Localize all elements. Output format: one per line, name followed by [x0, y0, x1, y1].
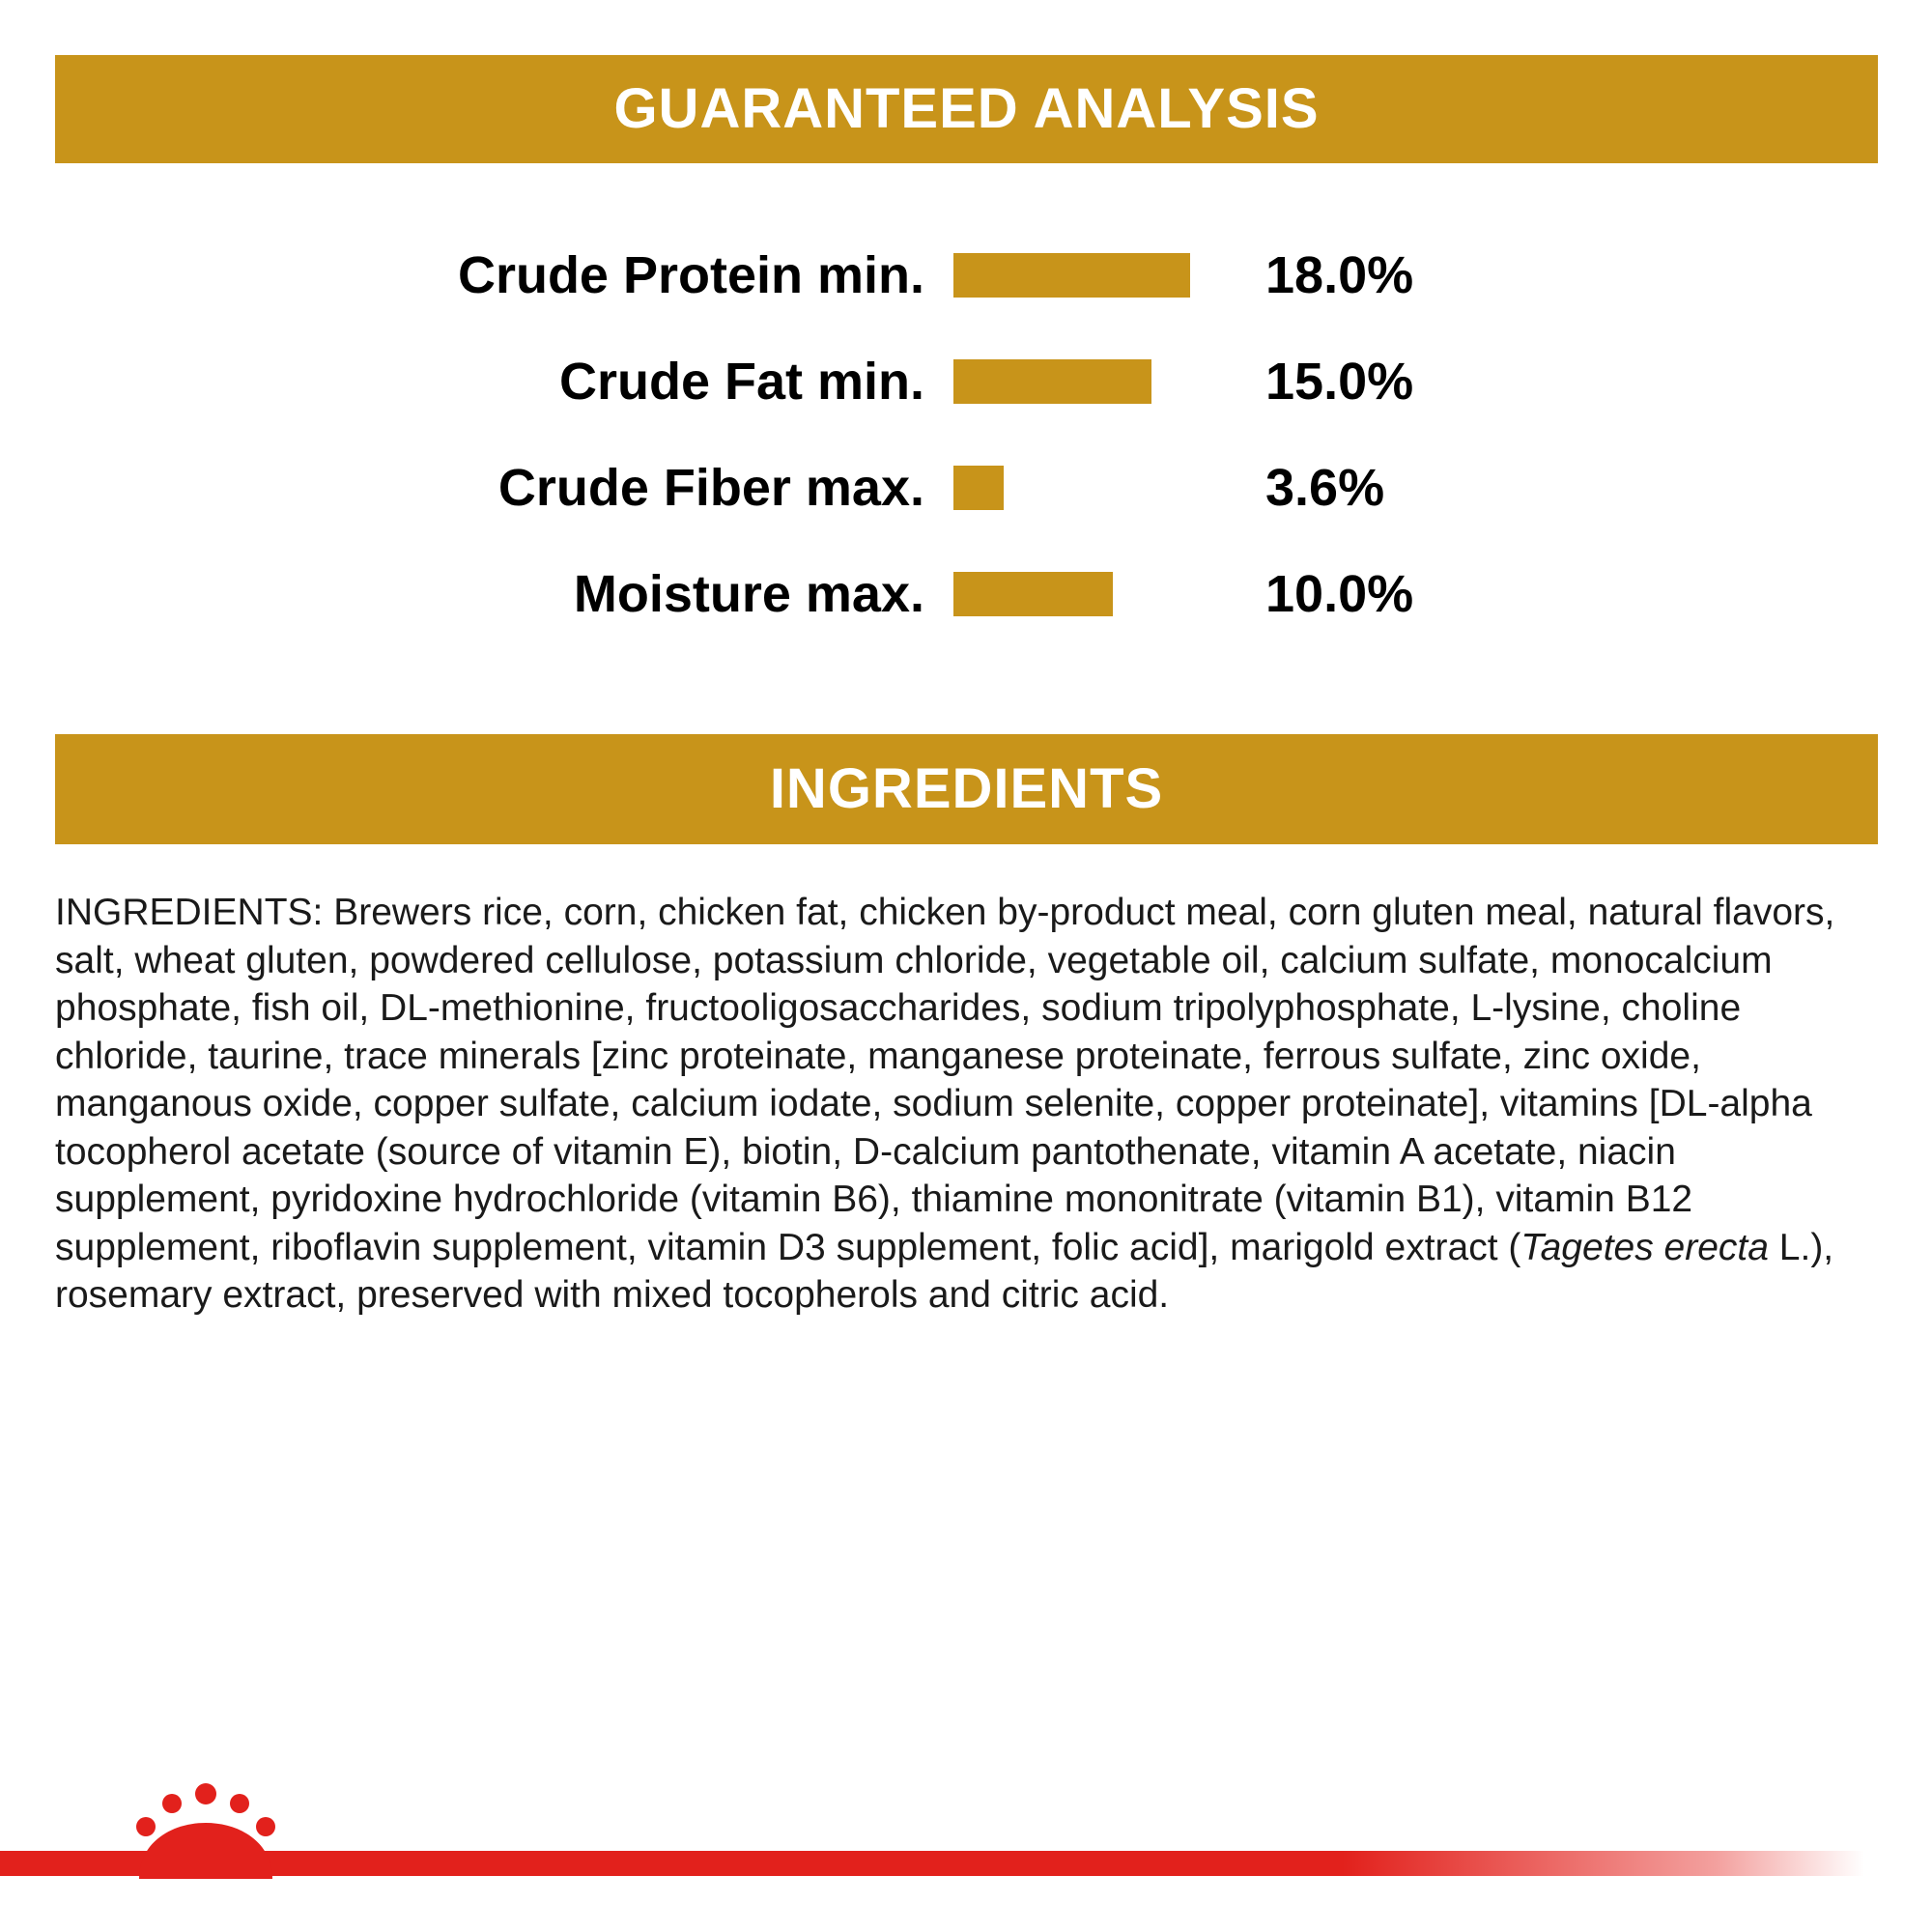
nutrient-bar [953, 359, 1248, 404]
guaranteed-analysis-header [55, 55, 1878, 163]
brand-stripe [0, 1851, 1864, 1876]
guaranteed-analysis-title: GUARANTEED ANALYSIS [613, 77, 1320, 140]
nutrient-value: 18.0% [1265, 246, 1414, 304]
nutrient-bar-fill [953, 253, 1190, 298]
nutrient-value: 3.6% [1265, 459, 1385, 517]
nutrient-value: 15.0% [1265, 353, 1414, 411]
royal-canin-crown-icon [133, 1782, 278, 1884]
nutrient-bar [953, 253, 1248, 298]
table-row [55, 435, 1649, 541]
nutrient-bar-fill [953, 466, 1004, 510]
brand-footer [0, 1777, 1932, 1932]
nutrient-bar [953, 466, 1248, 510]
nutrient-bar [953, 572, 1248, 616]
ingredients-text-part1: INGREDIENTS: Brewers rice, corn, chicken fat, chicken by-product meal, corn gluten meal, natural flavors, salt, wheat gluten, powdered cellulose, potassium chloride, vegetable oil, calcium sulfate, monocalcium phosphate, fish oil, DL-methionine, fructooligosaccharides, sodium tripolyphosphate, L-lysine, choline chloride, taurine, trace minerals [zinc proteinate, manganese proteinate, ferrous sulfate, zinc oxide, manganous oxide, copper sulfate, calcium iodate, sodium selenite, copper proteinate], vitamins [DL-alpha tocopherol acetate (source of vitamin E), biotin, D-calcium pantothenate, vitamin A acetate, niacin supplement, pyridoxine hydrochloride (vitamin B6), thiamine mononitrate (vitamin B1), vitamin B12 supplement, riboflavin supplement, vitamin D3 supplement, folic acid], marigold extract ( [55, 892, 1835, 1268]
nutrient-value: 10.0% [1265, 565, 1414, 623]
guaranteed-analysis-table [55, 222, 1649, 647]
nutrient-bar-fill [953, 572, 1113, 616]
nutrient-bar-fill [953, 359, 1151, 404]
ingredients-title: INGREDIENTS [769, 757, 1164, 820]
table-row [55, 541, 1649, 647]
table-row [55, 222, 1649, 328]
ingredients-text [55, 889, 1871, 1320]
ingredients-scientific-name: Tagetes erecta [1520, 1226, 1769, 1268]
nutrient-label: Moisture max. [573, 565, 924, 623]
nutrient-label: Crude Fiber max. [497, 459, 924, 517]
ingredients-header [55, 734, 1878, 844]
ingredients-text-part2: L.), rosemary extract, preserved with mixed tocopherols and citric acid. [55, 1226, 1834, 1317]
table-row [55, 328, 1649, 435]
nutrient-label: Crude Fat min. [558, 353, 924, 411]
nutrient-label: Crude Protein min. [457, 246, 924, 304]
